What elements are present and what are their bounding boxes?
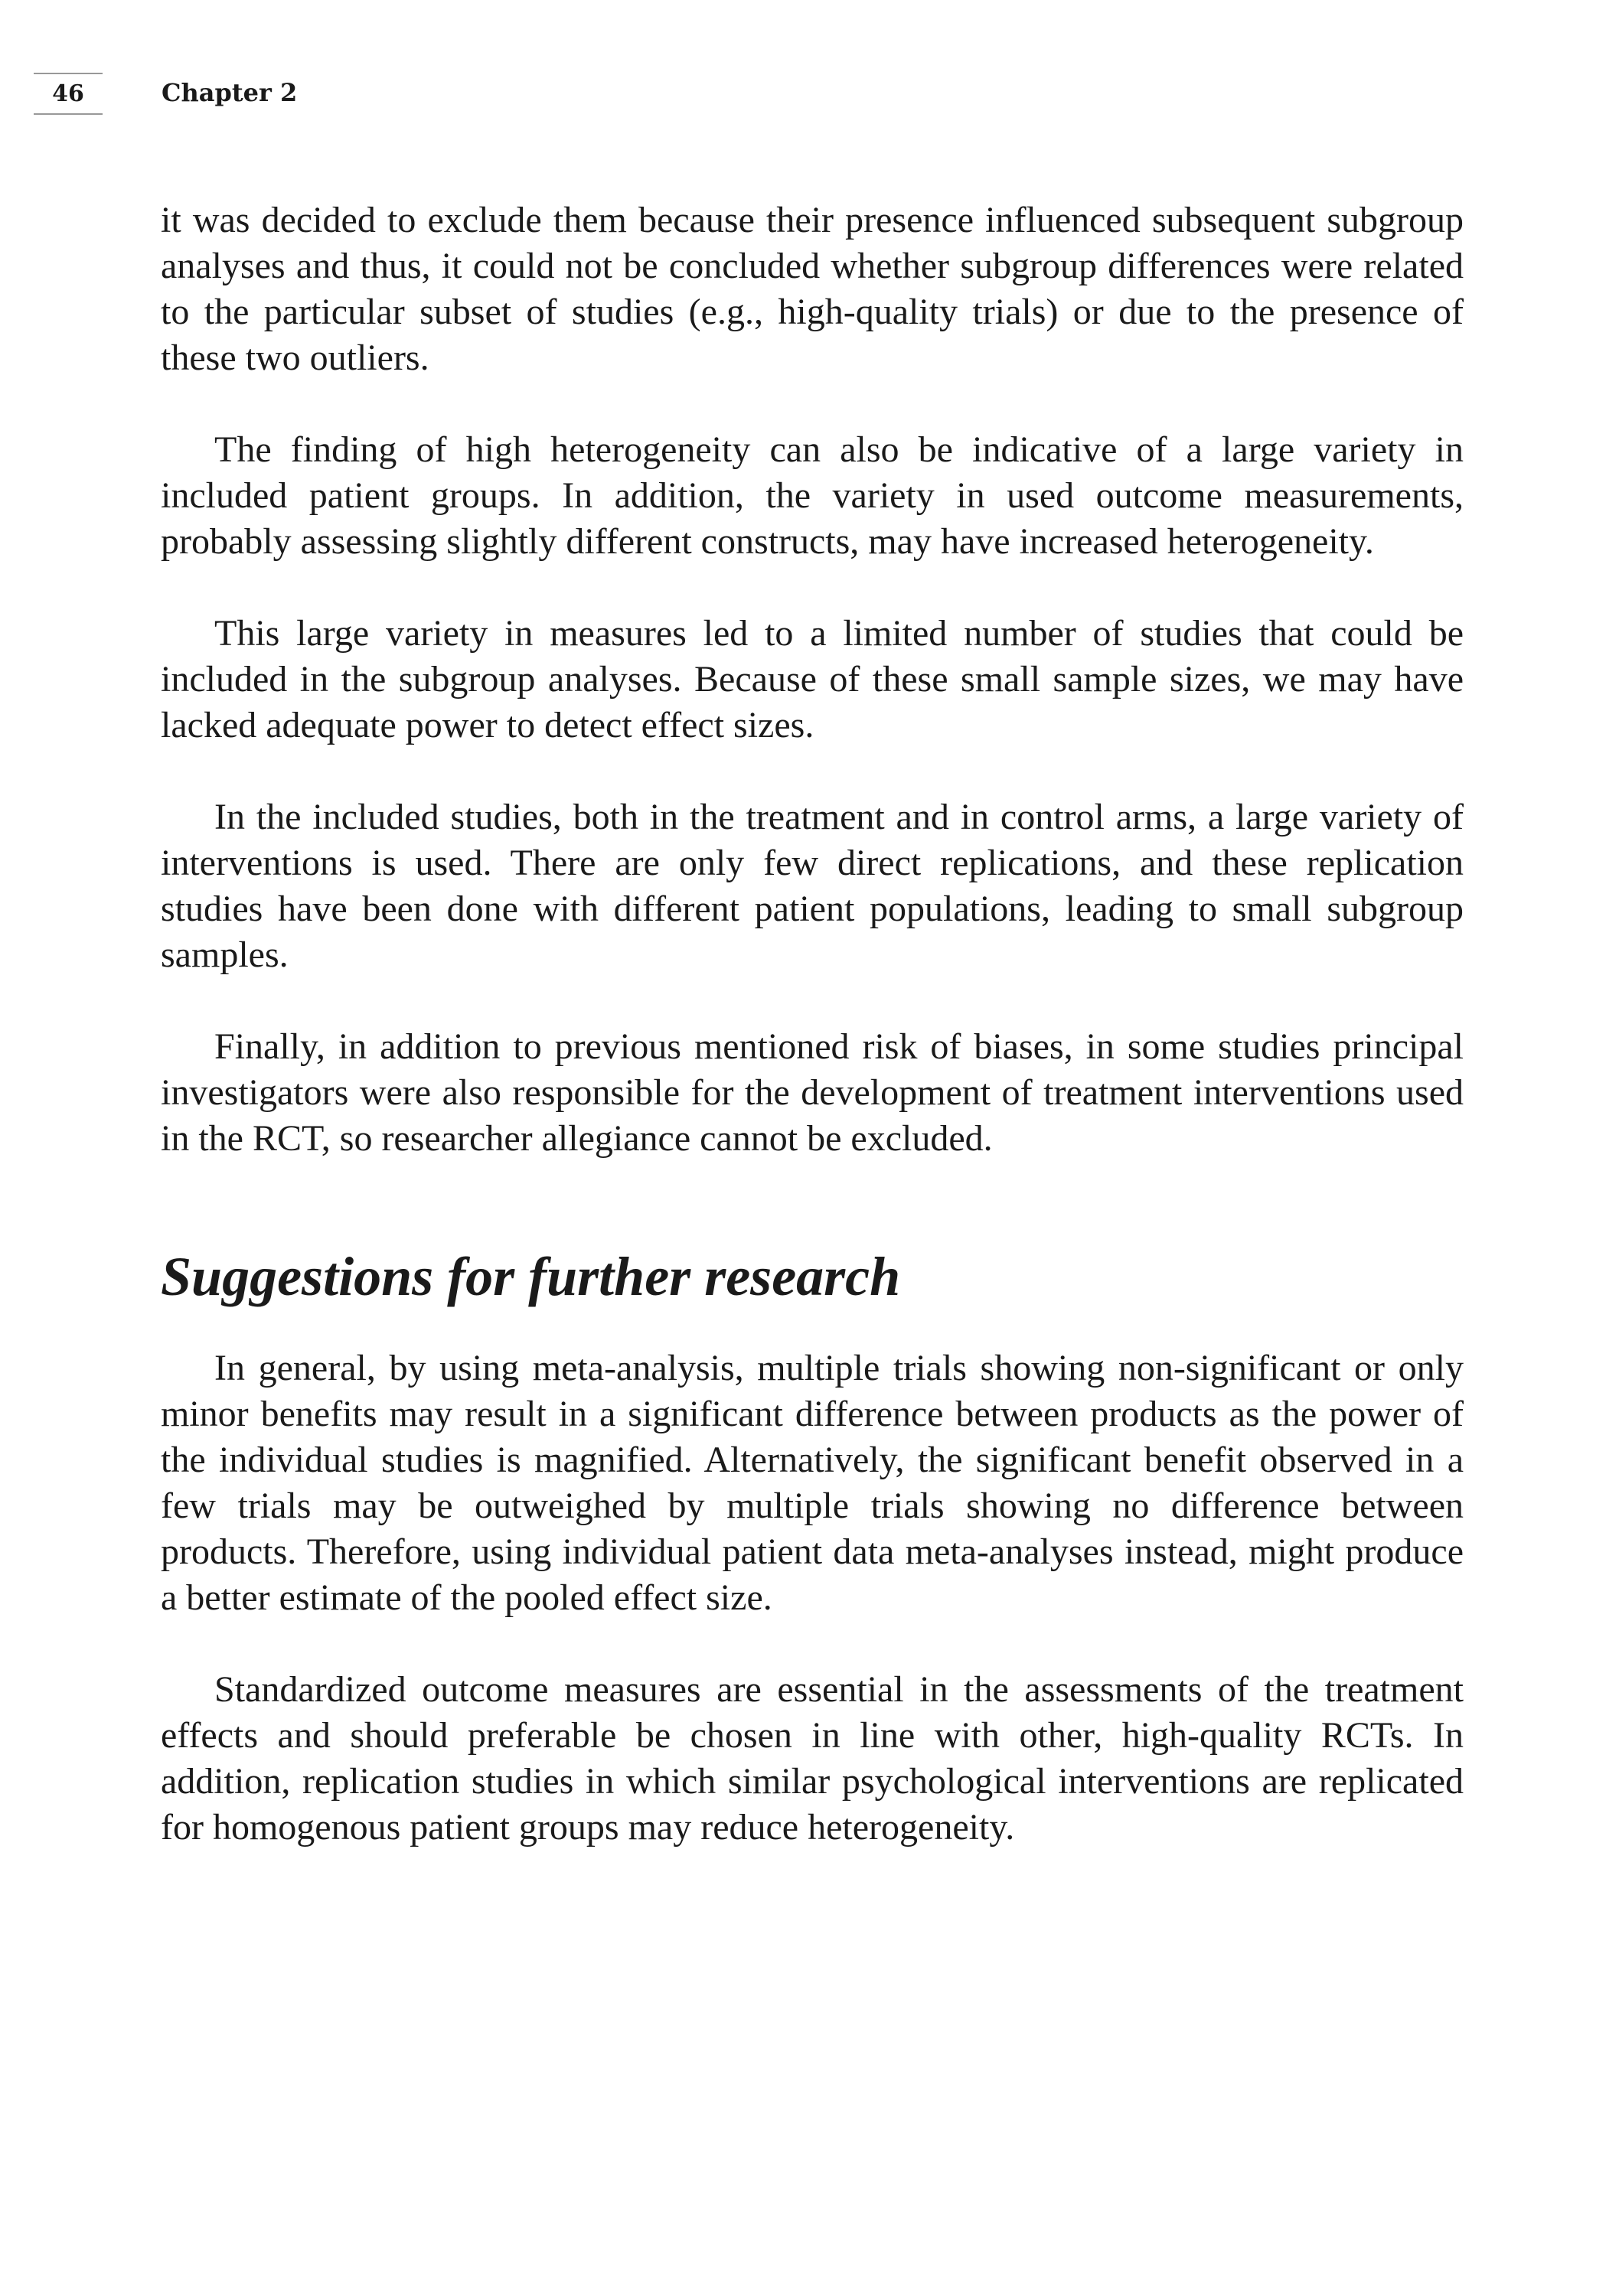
paragraph-standardized-measures: Standardized outcome measures are essential in the assessments of the treatment effects and should preferable be chosen in line with other, high-quality RCTs. In addition, replication studies in which similar psychological interventions are replicated for homogenous patient groups may reduce heterogeneity. xyxy=(161,1669,1464,1848)
paragraph-measures-variety: This large variety in measures led to a limited number of studies that could be included in the subgroup analyses. Because of these small sample sizes, we may have lacked adequate power to detect effect sizes. xyxy=(161,613,1464,745)
section-heading: Suggestions for further research xyxy=(161,1246,901,1307)
paragraph-interventions: In the included studies, both in the treatment and in control arms, a large variety of interventions is used. There are only few direct replications, and these replication studies have been done with different patient populations, leading to small subgroup samples. xyxy=(161,797,1464,975)
page-number: 46 xyxy=(52,80,84,107)
paragraph-heterogeneity: The finding of high heterogeneity can also be indicative of a large variety in included patient groups. In addition, the variety in used outcome measurements, probably assessing slightly different constructs, may have increased heterogeneity. xyxy=(161,429,1464,562)
paragraph-continuation: it was decided to exclude them because their presence influenced subsequent subgroup analyses and thus, it could not be concluded whether subgroup differences were related to the particular subset of studies (e.g., high-quality trials) or due to the presence of these two outliers. xyxy=(161,200,1464,378)
chapter-label: Chapter 2 xyxy=(162,78,298,107)
page-number-box xyxy=(34,73,103,115)
paragraph-researcher-allegiance: Finally, in addition to previous mentioned risk of biases, in some studies principal investigators were also responsible for the development of treatment interventions used in the RCT, so researcher allegiance cannot be excluded. xyxy=(161,1026,1464,1159)
paragraph-meta-analysis: In general, by using meta-analysis, multiple trials showing non-significant or only minor benefits may result in a significant difference between products as the power of the individual studies is magnified. Alternatively, the significant benefit observed in a few trials may be outweighed by multiple trials showing no difference between products. Therefore, using individual patient data meta-analyses instead, might produce a better estimate of the pooled effect size. xyxy=(161,1348,1464,1618)
body-text xyxy=(161,197,1464,1896)
running-head xyxy=(34,73,340,119)
